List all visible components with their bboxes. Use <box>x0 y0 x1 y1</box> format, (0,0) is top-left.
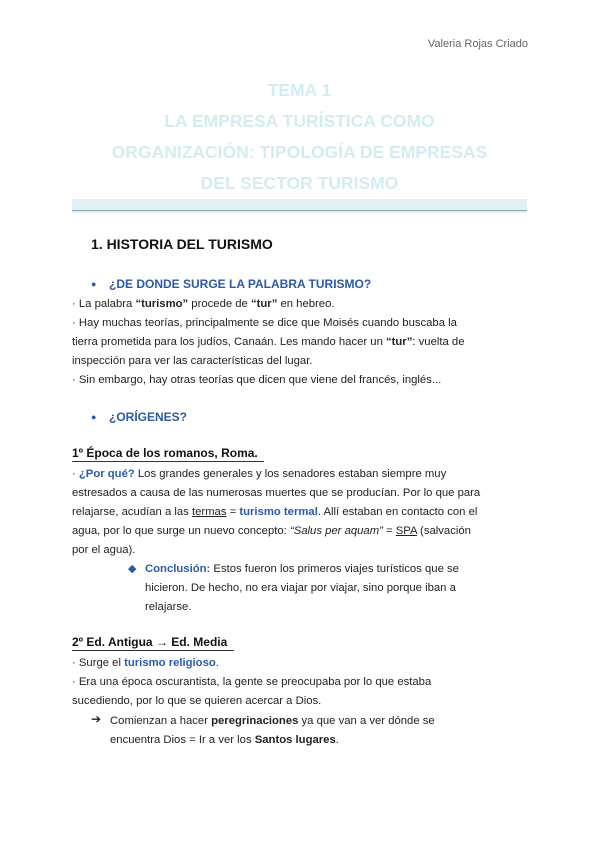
text: tierra prometida para los judíos, Canaán. Les mando hacer un <box>72 336 386 348</box>
text: Los grandes generales y los senadores estaban siempre muy <box>134 468 447 480</box>
paragraph-line: · Hay muchas teorías, principalmente se dice que Moisés cuando buscaba la <box>72 317 457 329</box>
text: ya que van a ver dónde se <box>298 715 435 727</box>
text: . <box>335 734 339 746</box>
underlined-term: termas <box>191 506 227 518</box>
text: · La palabra <box>72 298 136 310</box>
text: : vuelta de <box>412 336 465 348</box>
title-line-3: ORGANIZACIÓN: TIPOLOGÍA DE EMPRESAS <box>111 142 488 162</box>
epoch-heading: 2º Ed. Antigua → Ed. Media <box>72 635 234 651</box>
bullet-label: ¿DE DONDE SURGE LA PALABRA TURISMO? <box>109 277 372 291</box>
arrow-right-icon: ➔ <box>91 712 102 726</box>
paragraph-line: sucediendo, por lo que se quieren acercar a Dios. <box>72 695 322 707</box>
conclusion-line: hicieron. De hecho, no era viajar por viajar, sino porque iban a <box>145 582 456 594</box>
conclusion-line <box>145 560 527 579</box>
paragraph-line: por el agua). <box>72 544 136 556</box>
latin-phrase: “Salus per aquam” <box>289 525 383 537</box>
section-heading: 1. HISTORIA DEL TURISMO <box>91 236 273 252</box>
text: relajarse, acudían a las <box>72 506 192 518</box>
paragraph-line <box>72 503 527 522</box>
paragraph-line <box>72 333 527 352</box>
text: (salvación <box>416 525 471 537</box>
bullet-label: ¿ORÍGENES? <box>109 410 188 424</box>
bullet-dot-icon: ● <box>91 279 97 289</box>
paragraph-line: · Era una época oscurantista, la gente se preocupaba por lo que estaba <box>72 676 432 688</box>
highlight-term: turismo religioso <box>124 657 216 669</box>
title-line-4: DEL SECTOR TURISMO <box>200 173 399 193</box>
bullet-origins <box>91 410 187 424</box>
paragraph-line <box>72 465 527 484</box>
text: en hebreo. <box>277 298 335 310</box>
paragraph-line: estresados a causa de las numerosas muertes que se producían. Por lo que para <box>72 487 481 499</box>
conclusion-label: Conclusión: <box>145 563 211 575</box>
text: encuentra Dios = Ir a ver los <box>110 734 255 746</box>
title-divider <box>72 210 527 211</box>
text: · <box>72 468 79 480</box>
text: . <box>215 657 219 669</box>
arrow-line <box>110 731 527 750</box>
paragraph-line: · Sin embargo, hay otras teorías que dicen que viene del francés, inglés... <box>72 374 442 386</box>
underlined-term: SPA <box>395 525 417 537</box>
epoch-heading: 1º Época de los romanos, Roma. <box>72 446 264 462</box>
document-title <box>72 75 527 199</box>
highlight-term: turismo termal <box>239 506 318 518</box>
bold-term: peregrinaciones <box>211 715 299 727</box>
bold-term: Santos lugares <box>254 734 336 746</box>
bold-term: “tur” <box>250 298 278 310</box>
text: . Allí estaban en contacto con el <box>317 506 478 518</box>
text: Estos fueron los primeros viajes turísticos que se <box>210 563 459 575</box>
paragraph-line <box>72 522 527 541</box>
paragraph-line <box>72 654 527 673</box>
bullet-dot-icon: ● <box>91 412 97 422</box>
text: Comienzan a hacer <box>110 715 212 727</box>
title-line-2: LA EMPRESA TURÍSTICA COMO <box>164 111 435 131</box>
highlight-term: ¿Por qué? <box>78 468 135 480</box>
bullet-origin-word <box>91 277 371 291</box>
text: = <box>382 525 396 537</box>
paragraph-line: inspección para ver las características del lugar. <box>72 355 313 367</box>
paragraph-line <box>72 295 527 314</box>
title-line-1: TEMA 1 <box>267 80 332 100</box>
bold-term: “tur” <box>386 336 413 348</box>
text: · Surge el <box>72 657 125 669</box>
author-name: Valeria Rojas Criado <box>427 38 528 50</box>
text: = <box>226 506 240 518</box>
bold-term: “turismo” <box>135 298 189 310</box>
text: agua, por lo que surge un nuevo concepto: <box>72 525 290 537</box>
text: procede de <box>188 298 251 310</box>
conclusion-line: relajarse. <box>145 601 192 613</box>
arrow-line <box>110 712 527 731</box>
diamond-bullet-icon: ◆ <box>128 563 137 575</box>
